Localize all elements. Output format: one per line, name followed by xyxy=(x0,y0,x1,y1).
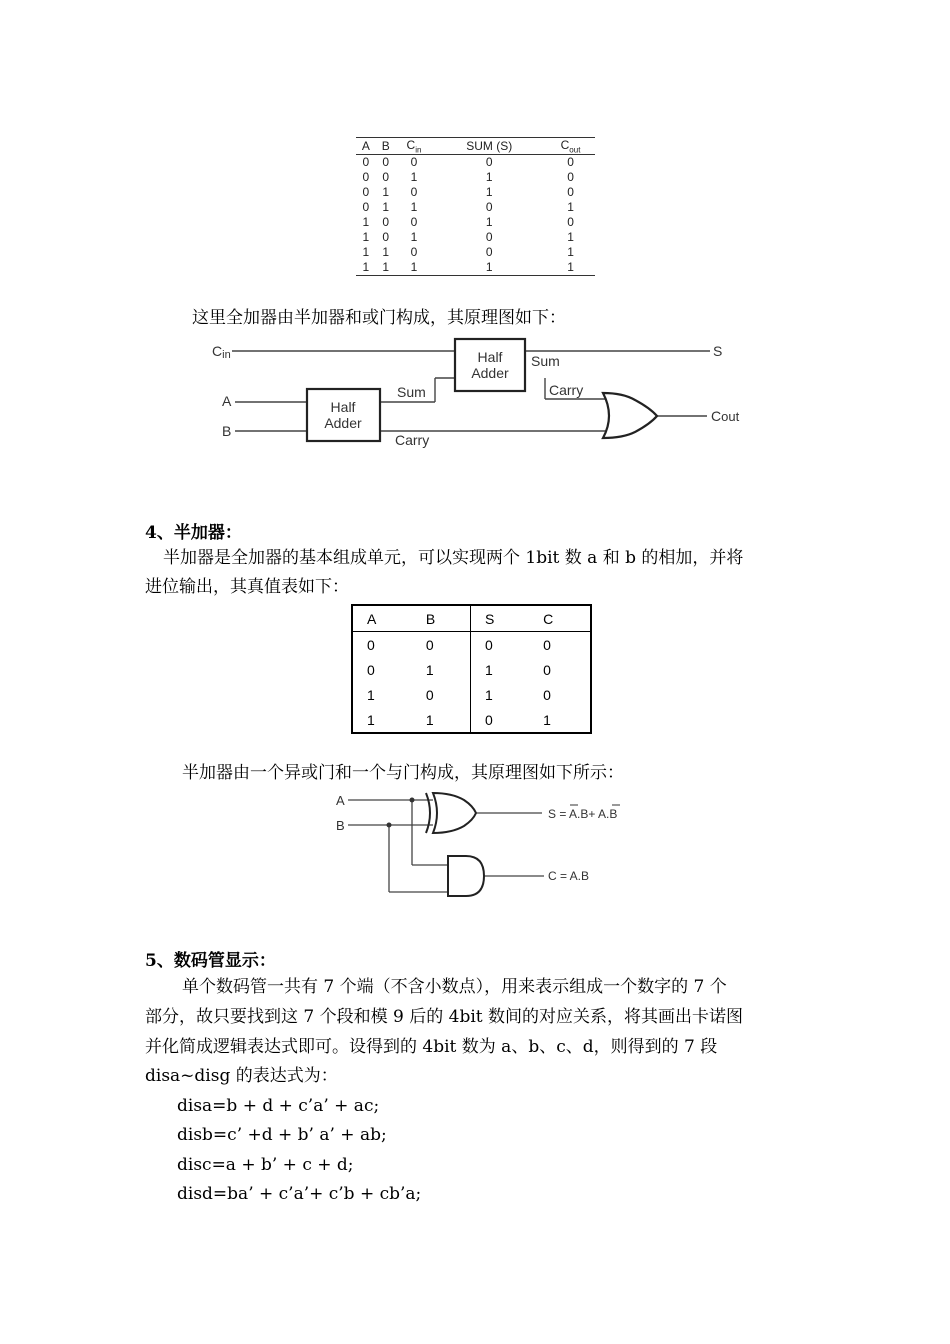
fa-header-a: A xyxy=(356,138,376,155)
ha-table-row xyxy=(352,632,591,658)
fa-table-cell: 1 xyxy=(362,245,370,260)
expression-disa: disa=b + d + c’a’ + ac; xyxy=(177,1096,380,1116)
ha-table-row xyxy=(352,682,591,707)
carry1-label: Carry xyxy=(395,432,430,448)
fa-table-cell: 0 xyxy=(410,185,418,200)
section5-heading: 5、数码管显示： xyxy=(145,951,276,971)
fa-table-row xyxy=(356,170,595,185)
ha-table-cell: 1 xyxy=(471,682,530,707)
cout-label: Cout xyxy=(711,408,740,424)
fa-table-cell: 1 xyxy=(567,230,574,245)
and-gate-icon xyxy=(448,856,484,896)
fa-header-b: B xyxy=(376,138,396,155)
section5-para-line4: disa~disg 的表达式为： xyxy=(145,1066,338,1086)
fa-table-row xyxy=(356,215,595,230)
half-adder-diagram xyxy=(330,788,630,898)
fa-table-cell: 0 xyxy=(485,230,493,245)
ha-table-cell: 1 xyxy=(471,657,530,682)
fa-table-cell: 1 xyxy=(410,170,418,185)
junction-b-dot xyxy=(387,823,392,828)
output-s-label: S xyxy=(713,343,723,359)
section5-para-line3: 并化简成逻辑表达式即可。设得到的 4bit 数为 a、b、c、d，则得到的 7 段 xyxy=(145,1037,718,1057)
fa-table-cell: 0 xyxy=(567,185,574,200)
ha-table-row xyxy=(352,707,591,733)
fa-table-cell: 1 xyxy=(382,185,390,200)
ha-table-cell: 1 xyxy=(425,661,434,678)
fa-table-cell: 0 xyxy=(362,170,370,185)
fa-header-cout: $C_{out}$ xyxy=(546,138,595,155)
section4-para-line1: 半加器是全加器的基本组成单元，可以实现两个 1bit 数 a 和 b 的相加，并将 xyxy=(163,548,744,568)
ha-output-c-expression: C = A.B xyxy=(548,869,590,883)
section4-para-line2: 进位输出，其真值表如下： xyxy=(145,577,349,597)
fa-table-cell: 1 xyxy=(396,260,433,276)
ha-table-cell: 1 xyxy=(543,711,551,728)
ha1-text-line2: Adder xyxy=(324,415,362,431)
ha-table-row xyxy=(352,657,591,682)
sum2-label: Sum xyxy=(531,353,560,369)
expression-disb: disb=c’ +d + b’ a’ + ab; xyxy=(177,1125,387,1145)
fa-table-cell: 0 xyxy=(485,245,493,260)
ha-table-cell: 1 xyxy=(425,711,434,728)
fa-table-cell: 0 xyxy=(485,155,493,170)
ha-table-body xyxy=(352,632,591,734)
section4-heading: 4、半加器： xyxy=(145,523,242,543)
ha-output-s-expression: S = A.B+ A.B xyxy=(548,807,618,821)
fa-table-cell: 0 xyxy=(362,185,370,200)
input-b-label: B xyxy=(222,423,232,439)
fa-table-cell: 1 xyxy=(410,200,418,215)
fa-table-row xyxy=(356,155,595,171)
ha-table-cell: 0 xyxy=(425,636,434,653)
fa-table-row xyxy=(356,185,595,200)
ha-input-a-label: A xyxy=(336,793,345,808)
ha-header-a: A xyxy=(352,605,412,632)
fa-table-cell: 0 xyxy=(567,155,574,170)
fa-table-cell: 0 xyxy=(382,170,390,185)
ha-input-b-label: B xyxy=(336,818,345,833)
ha-table-cell: 0 xyxy=(543,661,551,678)
ha-table-cell: 0 xyxy=(367,661,375,678)
ha-table-cell: 1 xyxy=(367,686,375,703)
xor-gate-icon xyxy=(433,793,476,833)
ha2-text-line1: Half xyxy=(477,349,503,365)
expression-disc: disc=a + b’ + c + d; xyxy=(177,1155,354,1175)
fa-table-cell: 1 xyxy=(485,170,493,185)
fa-table-cell: 1 xyxy=(485,185,493,200)
section5-para-line1: 单个数码管一共有 7 个端（不含小数点），用来表示组成一个数字的 7 个 xyxy=(182,977,727,997)
ha-header-c: C xyxy=(529,605,591,632)
half-adder-truth-table xyxy=(351,604,592,734)
fa-table-cell: 0 xyxy=(567,170,574,185)
ha-table-cell: 0 xyxy=(425,686,434,703)
fa-table-cell: 1 xyxy=(567,200,574,215)
fa-table-cell: 1 xyxy=(362,230,370,245)
xor-gate-back-curve xyxy=(426,793,430,833)
ha-table-cell: 1 xyxy=(367,711,375,728)
section5-para-line2: 部分，故只要找到这 7 个段和模 9 后的 4bit 数间的对应关系，将其画出卡诺图 xyxy=(145,1007,744,1027)
junction-a-dot xyxy=(410,798,415,803)
ha2-text-line2: Adder xyxy=(471,365,509,381)
fa-table-cell: 0 xyxy=(485,200,493,215)
fa-table-cell: 0 xyxy=(410,245,418,260)
ha-table-cell: 0 xyxy=(471,707,530,733)
fa-table-cell: 1 xyxy=(376,260,396,276)
fa-table-row xyxy=(356,260,595,276)
or-gate-icon xyxy=(603,393,657,438)
ha-header-s: S xyxy=(471,605,530,632)
full-adder-truth-table xyxy=(356,137,595,276)
expression-disd: disd=ba’ + c’a’+ c’b + cb’a; xyxy=(177,1184,422,1204)
fa-table-row xyxy=(356,245,595,260)
fa-table-cell: 1 xyxy=(567,245,574,260)
input-a-label: A xyxy=(222,393,232,409)
ha-table-cell: 0 xyxy=(543,636,551,653)
full-adder-diagram xyxy=(205,334,765,454)
fa-table-cell: 1 xyxy=(362,215,370,230)
fa-header-sum: SUM (S) xyxy=(432,138,546,155)
ha-header-b: B xyxy=(412,605,471,632)
fa-header-cin: $C_{in}$ xyxy=(396,138,433,155)
fa-table-cell: 1 xyxy=(410,230,418,245)
fa-table-cell: 0 xyxy=(382,230,390,245)
fa-table-row xyxy=(356,200,595,215)
fa-table-cell: 1 xyxy=(485,215,493,230)
fa-table-cell: 1 xyxy=(356,260,376,276)
fa-table-cell: 0 xyxy=(362,200,370,215)
ha-table-cell: 0 xyxy=(367,636,375,653)
full-adder-caption: 这里全加器由半加器和或门构成，其原理图如下： xyxy=(192,308,566,328)
fa-table-cell: 0 xyxy=(362,155,370,170)
fa-table-row xyxy=(356,230,595,245)
cin-label: Cin xyxy=(212,343,231,361)
fa-table-cell: 1 xyxy=(382,245,390,260)
sum1-label: Sum xyxy=(397,384,426,400)
fa-table-cell: 0 xyxy=(382,215,390,230)
fa-table-cell: 0 xyxy=(410,215,418,230)
fa-table-cell: 0 xyxy=(567,215,574,230)
fa-table-cell: 1 xyxy=(382,200,390,215)
fa-table-cell: 1 xyxy=(546,260,595,276)
fa-table-cell: 1 xyxy=(432,260,546,276)
ha-table-cell: 0 xyxy=(543,686,551,703)
fa-table-cell: 0 xyxy=(382,155,390,170)
fa-table-body xyxy=(356,155,595,276)
carry2-label: Carry xyxy=(549,382,584,398)
ha-table-cell: 0 xyxy=(471,632,530,658)
ha1-text-line1: Half xyxy=(330,399,356,415)
fa-table-cell: 0 xyxy=(410,155,418,170)
half-adder-caption: 半加器由一个异或门和一个与门构成，其原理图如下所示： xyxy=(182,763,624,783)
